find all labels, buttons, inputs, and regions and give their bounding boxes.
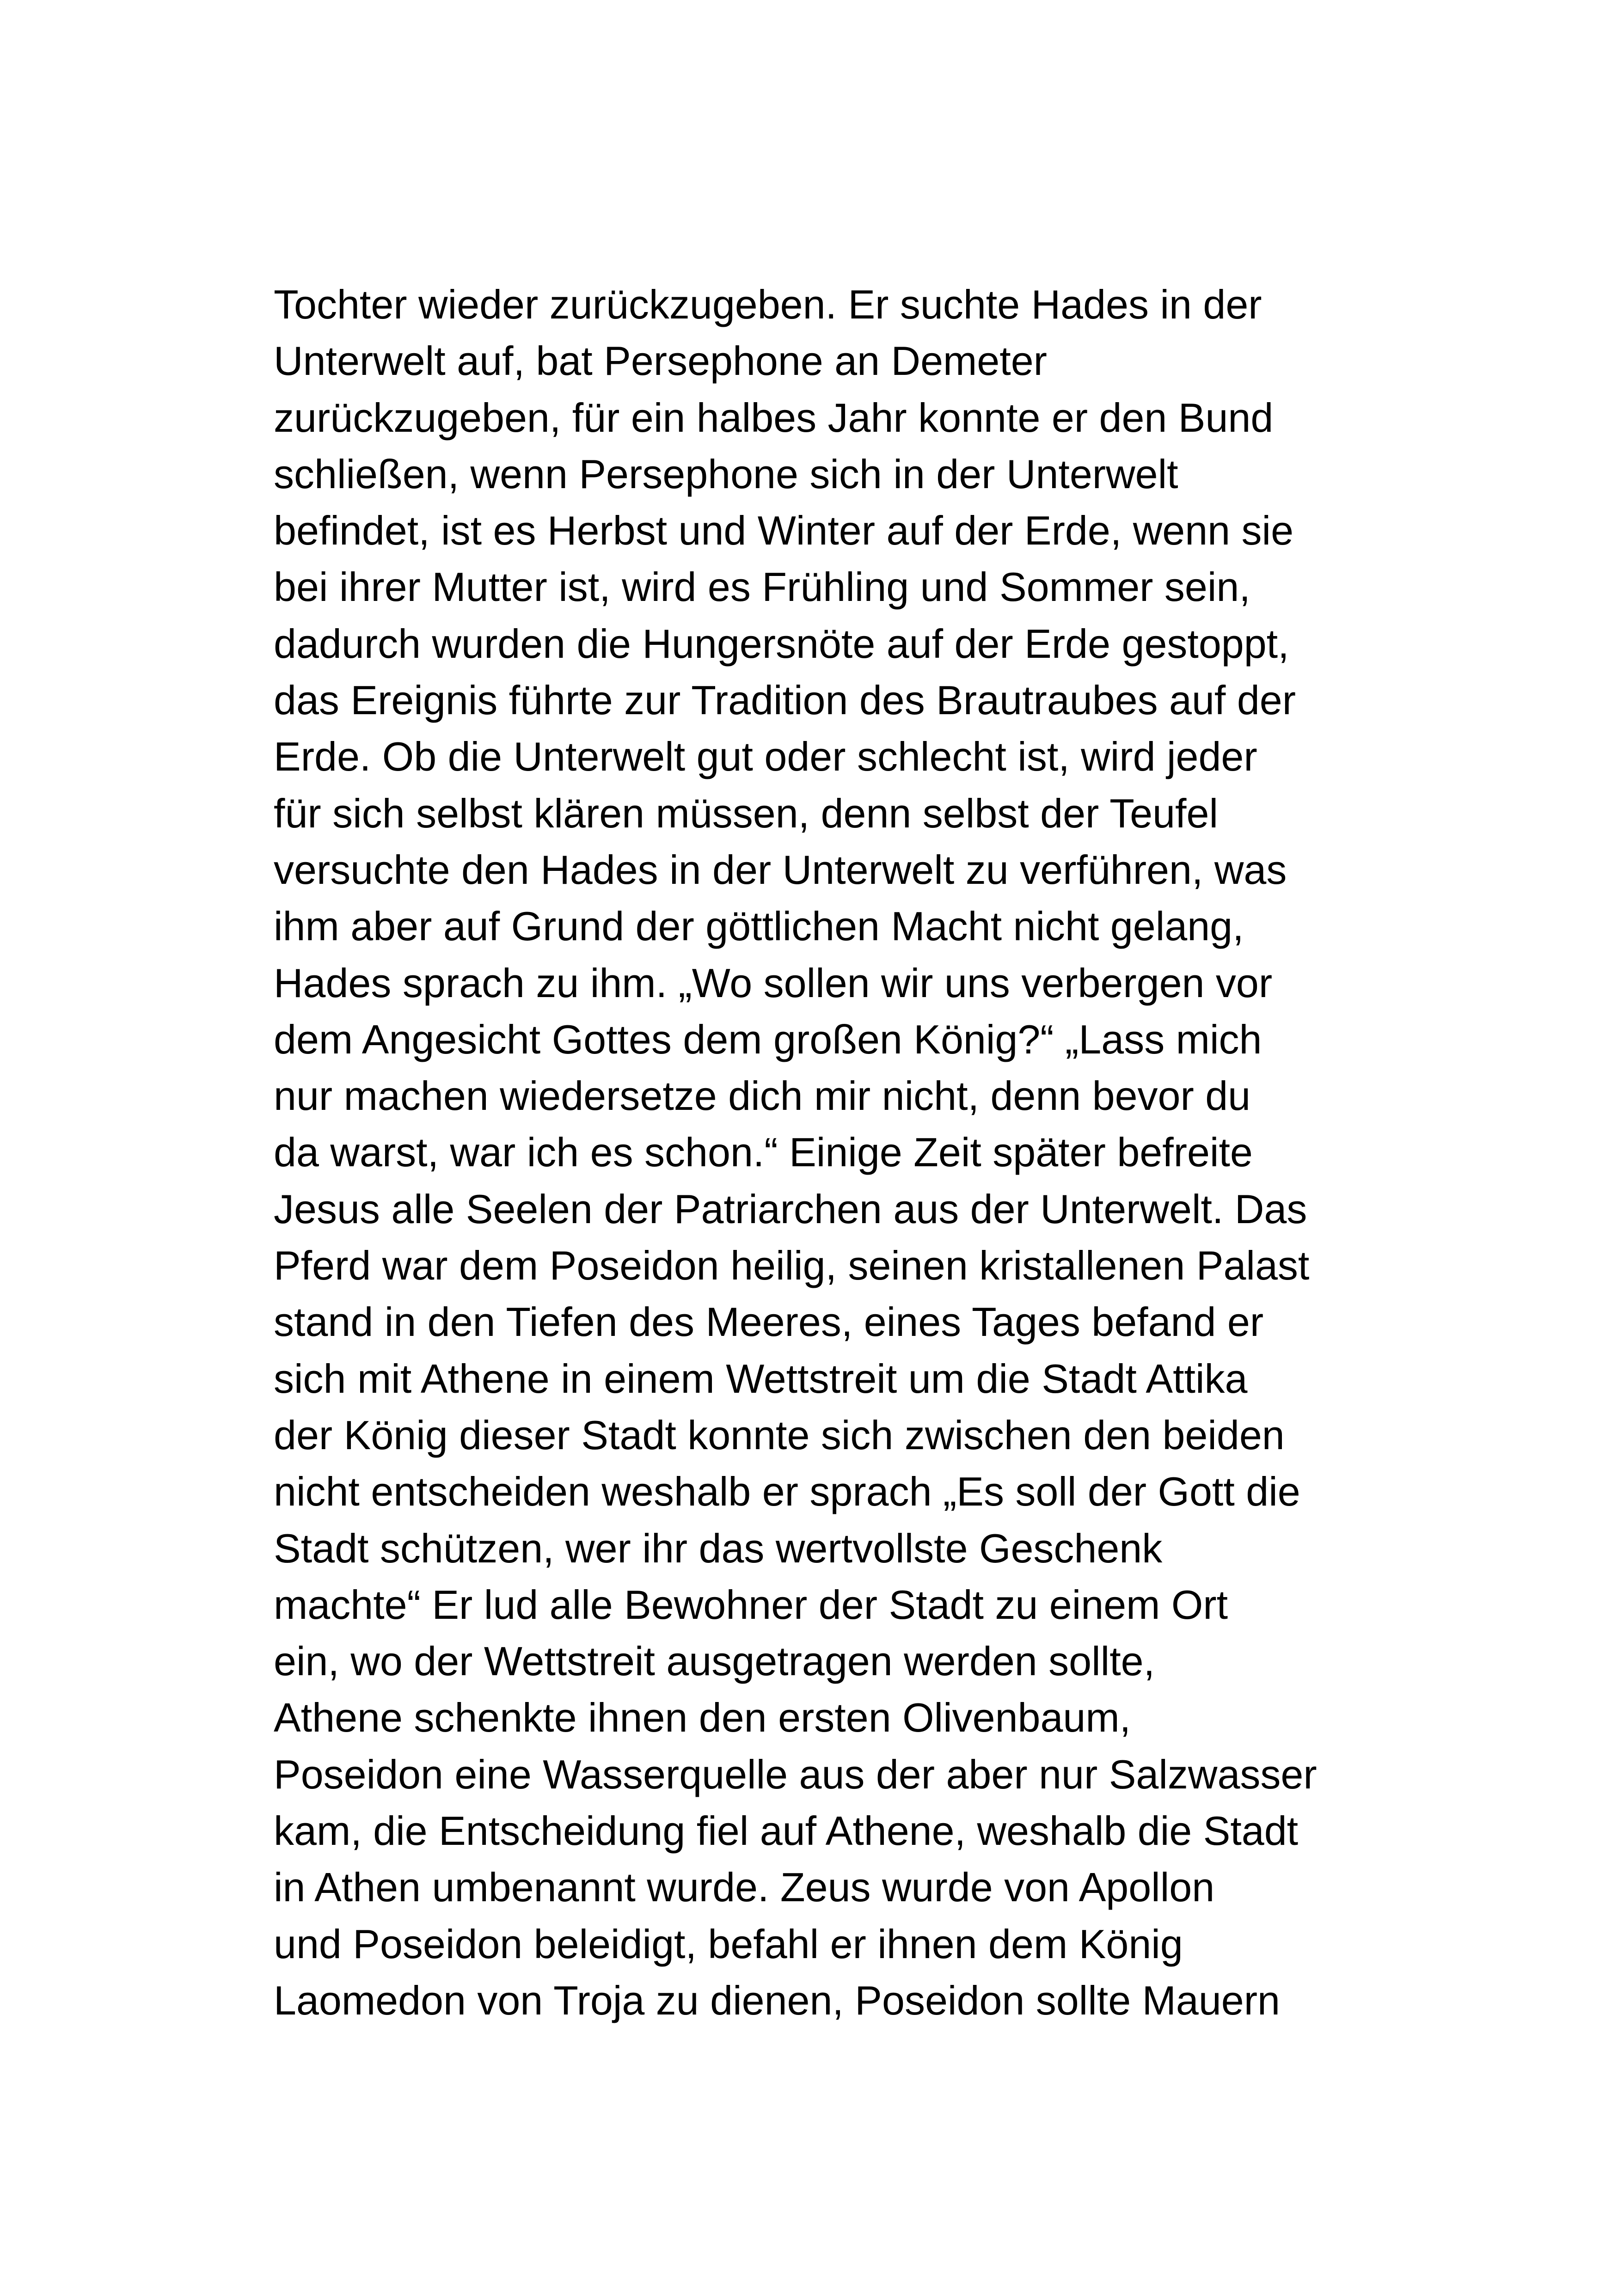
text-line: Hades sprach zu ihm. „Wo sollen wir uns verbergen vor bbox=[274, 960, 1273, 1006]
text-line: Poseidon eine Wasserquelle aus der aber nur Salzwasser bbox=[274, 1751, 1317, 1797]
text-line: befindet, ist es Herbst und Winter auf der Erde, wenn sie bbox=[274, 508, 1294, 554]
body-text bbox=[274, 276, 1392, 2029]
text-line: in Athen umbenannt wurde. Zeus wurde von Apollon bbox=[274, 1864, 1215, 1910]
text-line: das Ereignis führte zur Tradition des Brautraubes auf der bbox=[274, 677, 1296, 723]
text-line: stand in den Tiefen des Meeres, eines Tages befand er bbox=[274, 1299, 1264, 1345]
text-line: nur machen wiedersetze dich mir nicht, denn bevor du bbox=[274, 1073, 1251, 1119]
text-line: Athene schenkte ihnen den ersten Olivenbaum, bbox=[274, 1695, 1131, 1741]
text-line: Tochter wieder zurückzugeben. Er suchte Hades in der bbox=[274, 282, 1262, 327]
text-line: sich mit Athene in einem Wettstreit um die Stadt Attika bbox=[274, 1355, 1248, 1402]
text-line: ihm aber auf Grund der göttlichen Macht nicht gelang, bbox=[274, 903, 1244, 949]
text-line: da warst, war ich es schon.“ Einige Zeit später befreite bbox=[274, 1129, 1253, 1176]
text-line: versuchte den Hades in der Unterwelt zu verführen, was bbox=[274, 846, 1287, 893]
text-line: Laomedon von Troja zu dienen, Poseidon sollte Mauern bbox=[274, 1977, 1280, 2023]
text-line: dem Angesicht Gottes dem großen König?“ „Lass mich bbox=[274, 1016, 1262, 1062]
text-line: und Poseidon beleidigt, befahl er ihnen dem König bbox=[274, 1921, 1183, 1967]
text-line: bei ihrer Mutter ist, wird es Frühling und Sommer sein, bbox=[274, 564, 1250, 610]
text-line: zurückzugeben, für ein halbes Jahr konnte er den Bund bbox=[274, 394, 1274, 441]
text-line: nicht entscheiden weshalb er sprach „Es soll der Gott die bbox=[274, 1469, 1300, 1515]
text-line: Unterwelt auf, bat Persephone an Demeter bbox=[274, 338, 1047, 384]
text-line: kam, die Entscheidung fiel auf Athene, weshalb die Stadt bbox=[274, 1808, 1299, 1854]
text-line: dadurch wurden die Hungersnöte auf der Erde gestoppt, bbox=[274, 620, 1289, 667]
text-line: Jesus alle Seelen der Patriarchen aus der Unterwelt. Das bbox=[274, 1186, 1307, 1232]
text-line: Stadt schützen, wer ihr das wertvollste Geschenk bbox=[274, 1525, 1163, 1571]
text-line: der König dieser Stadt konnte sich zwischen den beiden bbox=[274, 1412, 1285, 1458]
text-line: machte“ Er lud alle Bewohner der Stadt zu einem Ort bbox=[274, 1581, 1228, 1628]
text-line: schließen, wenn Persephone sich in der Unterwelt bbox=[274, 451, 1178, 497]
text-line: Erde. Ob die Unterwelt gut oder schlecht ist, wird jeder bbox=[274, 734, 1257, 780]
text-line: für sich selbst klären müssen, denn selbst der Teufel bbox=[274, 790, 1218, 836]
text-line: ein, wo der Wettstreit ausgetragen werden sollte, bbox=[274, 1638, 1155, 1684]
text-line: Pferd war dem Poseidon heilig, seinen kristallenen Palast bbox=[274, 1243, 1310, 1289]
